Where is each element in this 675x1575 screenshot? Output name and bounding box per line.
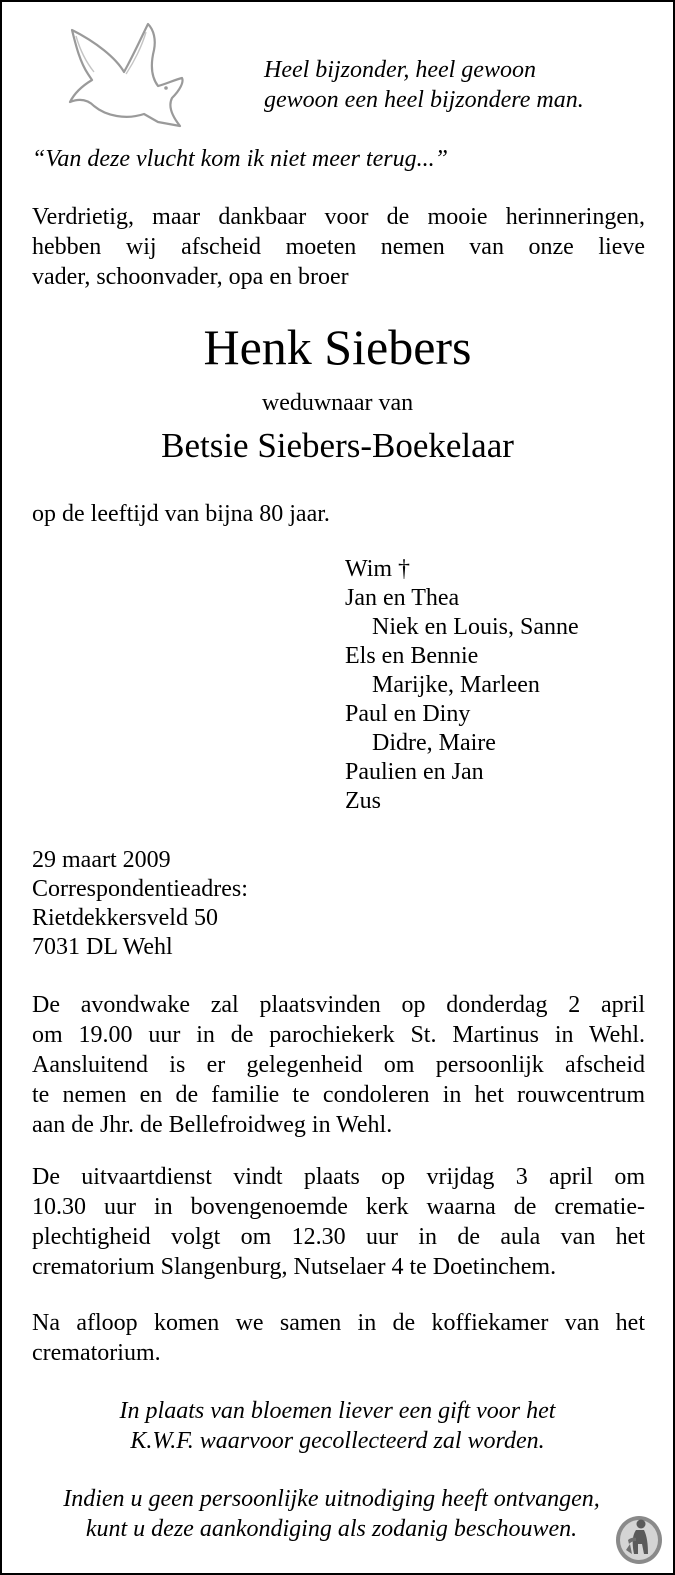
address-label: Correspondentieadres:: [32, 876, 248, 902]
family-member: Marijke, Marleen: [372, 672, 540, 698]
donation-line: In plaats van bloemen liever een gift voor het: [119, 1398, 556, 1424]
spouse-name: Betsie Siebers-Boekelaar: [161, 426, 514, 465]
motto-line: gewoon een heel bijzondere man.: [264, 87, 584, 113]
funeral-line: plechtigheid volgt om 12.30 uur in de aula van het: [32, 1224, 645, 1250]
date-line: 29 maart 2009: [32, 847, 171, 873]
intro-line: hebben wij afscheid moeten nemen van onze lieve: [32, 234, 645, 260]
coffee-line: crematorium.: [32, 1340, 161, 1366]
funeral-line: De uitvaartdienst vindt plaats op vrijdag 3 april om: [32, 1164, 645, 1190]
family-member: Paul en Diny: [345, 701, 471, 727]
intro-line: vader, schoonvader, opa en broer: [32, 264, 349, 290]
invitation-line: Indien u geen persoonlijke uitnodiging heeft ontvangen,: [63, 1486, 600, 1512]
funeral-line: crematorium Slangenburg, Nutselaer 4 te Doetinchem.: [32, 1254, 557, 1280]
funeral-paragraph: [32, 1162, 645, 1282]
invitation-notice: [0, 1484, 667, 1544]
vigil-line: De avondwake zal plaatsvinden op donderdag 2 april: [32, 992, 645, 1018]
vigil-line: aan de Jhr. de Bellefroidweg in Wehl.: [32, 1112, 393, 1138]
widower-text: weduwnaar van: [261, 390, 414, 416]
correspondence-address: [32, 846, 248, 962]
family-member: Els en Bennie: [345, 643, 479, 669]
coffee-line: Na afloop komen we samen in de koffiekamer van het: [32, 1310, 645, 1336]
donation-line: K.W.F. waarvoor gecollecteerd zal worden.: [130, 1428, 545, 1454]
family-member: Didre, Maire: [372, 730, 496, 756]
memorial-logo-icon: [614, 1510, 664, 1565]
funeral-line: 10.30 uur in bovengenoemde kerk waarna de crematie-: [32, 1194, 645, 1220]
intro-paragraph: [32, 202, 645, 292]
vigil-paragraph: [32, 990, 645, 1140]
coffee-paragraph: [32, 1308, 645, 1368]
motto: [264, 55, 664, 115]
invitation-line: kunt u deze aankondiging als zodanig beschouwen.: [85, 1516, 578, 1542]
family-member: Paulien en Jan: [345, 759, 484, 785]
dove-icon: [62, 22, 194, 134]
family-member: Niek en Louis, Sanne: [372, 614, 579, 640]
deceased-name: Henk Siebers: [203, 319, 472, 375]
intro-line: Verdrietig, maar dankbaar voor de mooie herinneringen,: [32, 204, 645, 230]
family-member: Zus: [345, 788, 381, 814]
vigil-line: om 19.00 uur in de parochiekerk St. Martinus in Wehl.: [32, 1022, 645, 1048]
vigil-line: te nemen en de familie te condoleren in het rouwcentrum: [32, 1082, 645, 1108]
vigil-line: Aansluitend is er gelegenheid om persoonlijk afscheid: [32, 1052, 645, 1078]
family-member: Wim †: [345, 556, 411, 582]
quote: “Van deze vlucht kom ik niet meer terug...”: [32, 146, 448, 172]
family-member: Jan en Thea: [345, 585, 460, 611]
address-city: 7031 DL Wehl: [32, 934, 173, 960]
donation-request: [2, 1396, 673, 1456]
address-street: Rietdekkersveld 50: [32, 905, 218, 931]
family-list: [345, 555, 655, 816]
age-text: op de leeftijd van bijna 80 jaar.: [32, 501, 330, 527]
motto-line: Heel bijzonder, heel gewoon: [264, 57, 536, 83]
